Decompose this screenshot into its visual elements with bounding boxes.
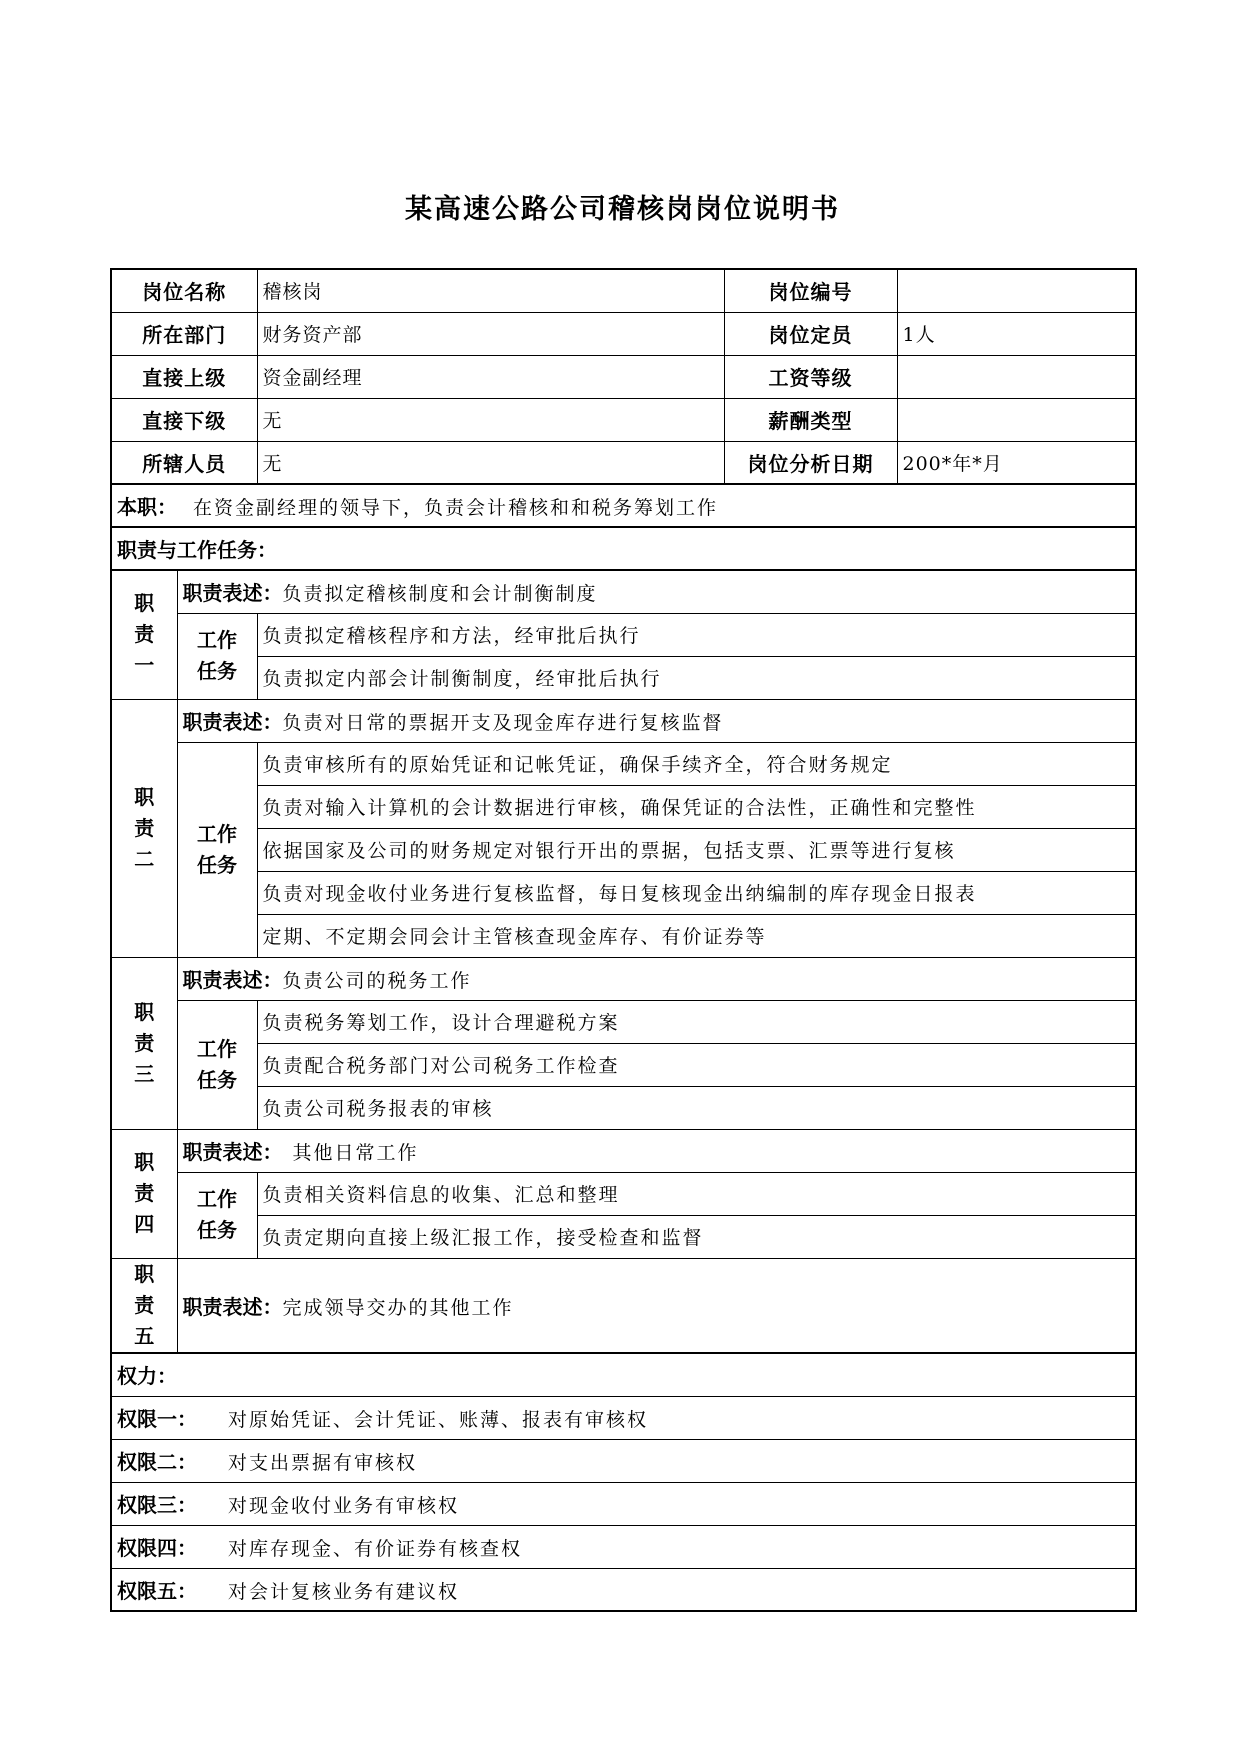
duty-2-task-2: 负责对输入计算机的会计数据进行审核，确保凭证的合法性，正确性和完整性 — [257, 785, 1136, 828]
job-description-table — [110, 268, 1137, 1612]
info-row-staff-managed — [111, 441, 1136, 484]
duty-3-task-row — [111, 1000, 1136, 1043]
authority-4 — [111, 1525, 1136, 1568]
info-row-direct-superior — [111, 355, 1136, 398]
duty-5-label-cell — [111, 1258, 177, 1353]
duty-5-statement-label: 职责表述： — [182, 1294, 283, 1319]
duty-1-task-label: 工作任务 — [197, 628, 237, 683]
authority-2 — [111, 1439, 1136, 1482]
authority-1 — [111, 1396, 1136, 1439]
duty-3-statement-text: 负责公司的税务工作 — [282, 970, 472, 992]
duty-3-task-3: 负责公司税务报表的审核 — [257, 1086, 1136, 1129]
duty-4-task-label-cell — [177, 1172, 257, 1258]
duty-2-statement-row — [111, 699, 1136, 742]
authority-3-label: 权限三： — [117, 1493, 197, 1517]
authority-5-label: 权限五： — [117, 1578, 197, 1603]
info-row-department — [111, 312, 1136, 355]
duty-1-task-row — [111, 613, 1136, 656]
duty-4-statement-label: 职责表述： — [182, 1140, 283, 1164]
duty-2-statement-label: 职责表述： — [182, 710, 283, 734]
duty-1-task-1: 负责拟定稽核程序和方法，经审批后执行 — [257, 613, 1136, 656]
authority-2-text: 对支出票据有审核权 — [228, 1452, 418, 1474]
duty-3-statement-label: 职责表述： — [182, 968, 283, 992]
authority-row — [111, 1439, 1136, 1482]
main-duty-text: 在资金副经理的领导下，负责会计稽核和和税务筹划工作 — [193, 497, 719, 519]
duty-3-task-row — [111, 1086, 1136, 1129]
value-staff-managed: 无 — [257, 441, 724, 484]
document-title: 某高速公路公司稽核岗岗位说明书 — [405, 194, 840, 225]
duties-heading: 职责与工作任务： — [111, 527, 1136, 570]
label-direct-superior: 直接上级 — [111, 355, 257, 398]
duties-heading-row — [111, 527, 1136, 570]
duty-2-label-cell — [111, 699, 177, 957]
duty-5-label: 职责五 — [134, 1261, 155, 1348]
label-staff-managed: 所辖人员 — [111, 441, 257, 484]
duty-3-label: 职责三 — [134, 999, 155, 1086]
value-compensation-type — [897, 398, 1136, 441]
duty-2-statement — [177, 699, 1136, 742]
label-headcount: 岗位定员 — [724, 312, 897, 355]
duty-2-task-4: 负责对现金收付业务进行复核监督，每日复核现金出纳编制的库存现金日报表 — [257, 871, 1136, 914]
duty-3-task-label: 工作任务 — [197, 1036, 237, 1092]
duty-2-task-row — [111, 871, 1136, 914]
duty-1-statement — [177, 570, 1136, 613]
label-position-code: 岗位编号 — [724, 269, 897, 312]
value-direct-superior: 资金副经理 — [257, 355, 724, 398]
duty-1-task-label-cell — [177, 613, 257, 699]
label-position-name: 岗位名称 — [111, 269, 257, 312]
value-salary-grade — [897, 355, 1136, 398]
value-analysis-date: 200*年*月 — [897, 441, 1136, 484]
duty-3-task-row — [111, 1043, 1136, 1086]
main-duty-cell — [111, 484, 1136, 527]
authority-3 — [111, 1482, 1136, 1525]
duty-2-task-label-cell — [177, 742, 257, 957]
duty-1-task-row — [111, 656, 1136, 699]
duty-1-label: 职责一 — [134, 591, 155, 678]
duty-5-statement-row — [111, 1258, 1136, 1353]
duty-3-statement — [177, 957, 1136, 1000]
duty-2-task-row — [111, 914, 1136, 957]
authority-4-label: 权限四： — [117, 1536, 197, 1560]
main-duty-label: 本职： — [117, 495, 177, 519]
duty-2-task-row — [111, 828, 1136, 871]
duty-4-statement-text: 其他日常工作 — [292, 1142, 419, 1164]
value-department: 财务资产部 — [257, 312, 724, 355]
authority-5 — [111, 1568, 1136, 1611]
value-headcount: 1人 — [897, 312, 1136, 355]
authority-1-label: 权限一： — [117, 1407, 197, 1431]
duty-1-statement-label: 职责表述： — [182, 581, 283, 606]
duty-4-label-cell — [111, 1129, 177, 1258]
authority-4-text: 对库存现金、有价证券有核查权 — [228, 1538, 523, 1560]
duty-2-task-row — [111, 785, 1136, 828]
authority-3-text: 对现金收付业务有审核权 — [228, 1495, 460, 1517]
duty-4-task-row — [111, 1215, 1136, 1258]
duty-3-label-cell — [111, 957, 177, 1129]
duty-2-statement-text: 负责对日常的票据开支及现金库存进行复核监督 — [282, 712, 724, 734]
authority-row — [111, 1396, 1136, 1439]
label-compensation-type: 薪酬类型 — [724, 398, 897, 441]
authority-row — [111, 1482, 1136, 1525]
duty-4-task-label: 工作任务 — [197, 1187, 237, 1242]
duty-1-label-cell — [111, 570, 177, 699]
duty-4-task-2: 负责定期向直接上级汇报工作，接受检查和监督 — [257, 1215, 1136, 1258]
label-direct-subordinate: 直接下级 — [111, 398, 257, 441]
authority-1-text: 对原始凭证、会计凭证、账薄、报表有审核权 — [228, 1409, 649, 1431]
label-analysis-date: 岗位分析日期 — [724, 441, 897, 484]
duty-2-task-label: 工作任务 — [197, 821, 237, 877]
info-row-direct-subordinate — [111, 398, 1136, 441]
duty-2-task-5: 定期、不定期会同会计主管核查现金库存、有价证券等 — [257, 914, 1136, 957]
authority-2-label: 权限二： — [117, 1450, 197, 1474]
authority-heading: 权力： — [111, 1353, 1136, 1396]
duty-1-statement-row — [111, 570, 1136, 613]
duty-4-statement — [177, 1129, 1136, 1172]
duty-5-statement — [177, 1258, 1136, 1353]
duty-5-statement-text: 完成领导交办的其他工作 — [282, 1296, 514, 1319]
duty-3-task-1: 负责税务筹划工作，设计合理避税方案 — [257, 1000, 1136, 1043]
label-department: 所在部门 — [111, 312, 257, 355]
value-position-code — [897, 269, 1136, 312]
info-row-position-name — [111, 269, 1136, 312]
duty-3-task-2: 负责配合税务部门对公司税务工作检查 — [257, 1043, 1136, 1086]
duty-2-task-row — [111, 742, 1136, 785]
duty-3-task-label-cell — [177, 1000, 257, 1129]
duty-4-task-1: 负责相关资料信息的收集、汇总和整理 — [257, 1172, 1136, 1215]
duty-1-task-2: 负责拟定内部会计制衡制度，经审批后执行 — [257, 656, 1136, 699]
duty-1-statement-text: 负责拟定稽核制度和会计制衡制度 — [282, 583, 598, 606]
authority-heading-row — [111, 1353, 1136, 1396]
authority-row — [111, 1568, 1136, 1611]
duty-3-statement-row — [111, 957, 1136, 1000]
duty-2-task-3: 依据国家及公司的财务规定对银行开出的票据，包括支票、汇票等进行复核 — [257, 828, 1136, 871]
value-direct-subordinate: 无 — [257, 398, 724, 441]
value-position-name: 稽核岗 — [257, 269, 724, 312]
duty-2-label: 职责二 — [134, 784, 155, 871]
main-duty-row — [111, 484, 1136, 527]
duty-2-task-1: 负责审核所有的原始凭证和记帐凭证，确保手续齐全，符合财务规定 — [257, 742, 1136, 785]
duty-4-task-row — [111, 1172, 1136, 1215]
label-salary-grade: 工资等级 — [724, 355, 897, 398]
duty-4-statement-row — [111, 1129, 1136, 1172]
authority-5-text: 对会计复核业务有建议权 — [228, 1580, 460, 1603]
duty-4-label: 职责四 — [134, 1150, 155, 1236]
authority-row — [111, 1525, 1136, 1568]
